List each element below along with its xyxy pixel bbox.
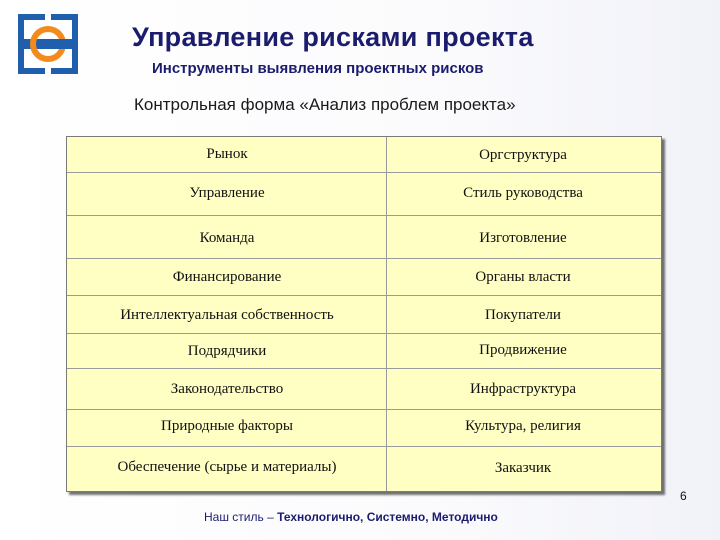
table-cell: Органы власти	[475, 269, 571, 285]
table-cell: Культура, религия	[465, 418, 581, 434]
page-title: Управление рисками проекта	[132, 22, 534, 52]
table-cell: Продвижение	[479, 342, 567, 358]
table-cell: Оргструктура	[479, 147, 567, 163]
table-cell: Природные факторы	[161, 418, 293, 434]
table-cell: Финансирование	[172, 269, 282, 285]
table-cell: Команда	[199, 230, 255, 246]
table-cell: Инфраструктура	[469, 381, 577, 397]
footer-prefix: Наш стиль –	[204, 510, 278, 524]
page-number: 6	[680, 489, 687, 503]
table-cell: Изготовление	[479, 230, 567, 246]
form-name: Контрольная форма «Анализ проблем проекта»	[134, 95, 516, 114]
table-cell: Подрядчики	[187, 343, 267, 359]
footer-motto-text: Технологично, Системно, Методично	[277, 510, 498, 524]
table-cell: Стиль руководства	[463, 185, 583, 201]
table-cell: Интеллектуальная собственность	[120, 307, 334, 323]
table-cell: Обеспечение (сырье и материалы)	[117, 459, 337, 475]
table-cell: Управление	[189, 185, 265, 201]
table-cell: Законодательство	[170, 381, 284, 397]
page-subtitle: Инструменты выявления проектных рисков	[152, 60, 484, 77]
footer-motto	[204, 510, 498, 524]
table-cell: Заказчик	[494, 460, 552, 476]
company-logo-icon	[16, 12, 80, 76]
table-cell: Покупатели	[485, 307, 561, 323]
table-cell: Рынок	[206, 146, 248, 162]
problem-analysis-table	[66, 136, 662, 492]
